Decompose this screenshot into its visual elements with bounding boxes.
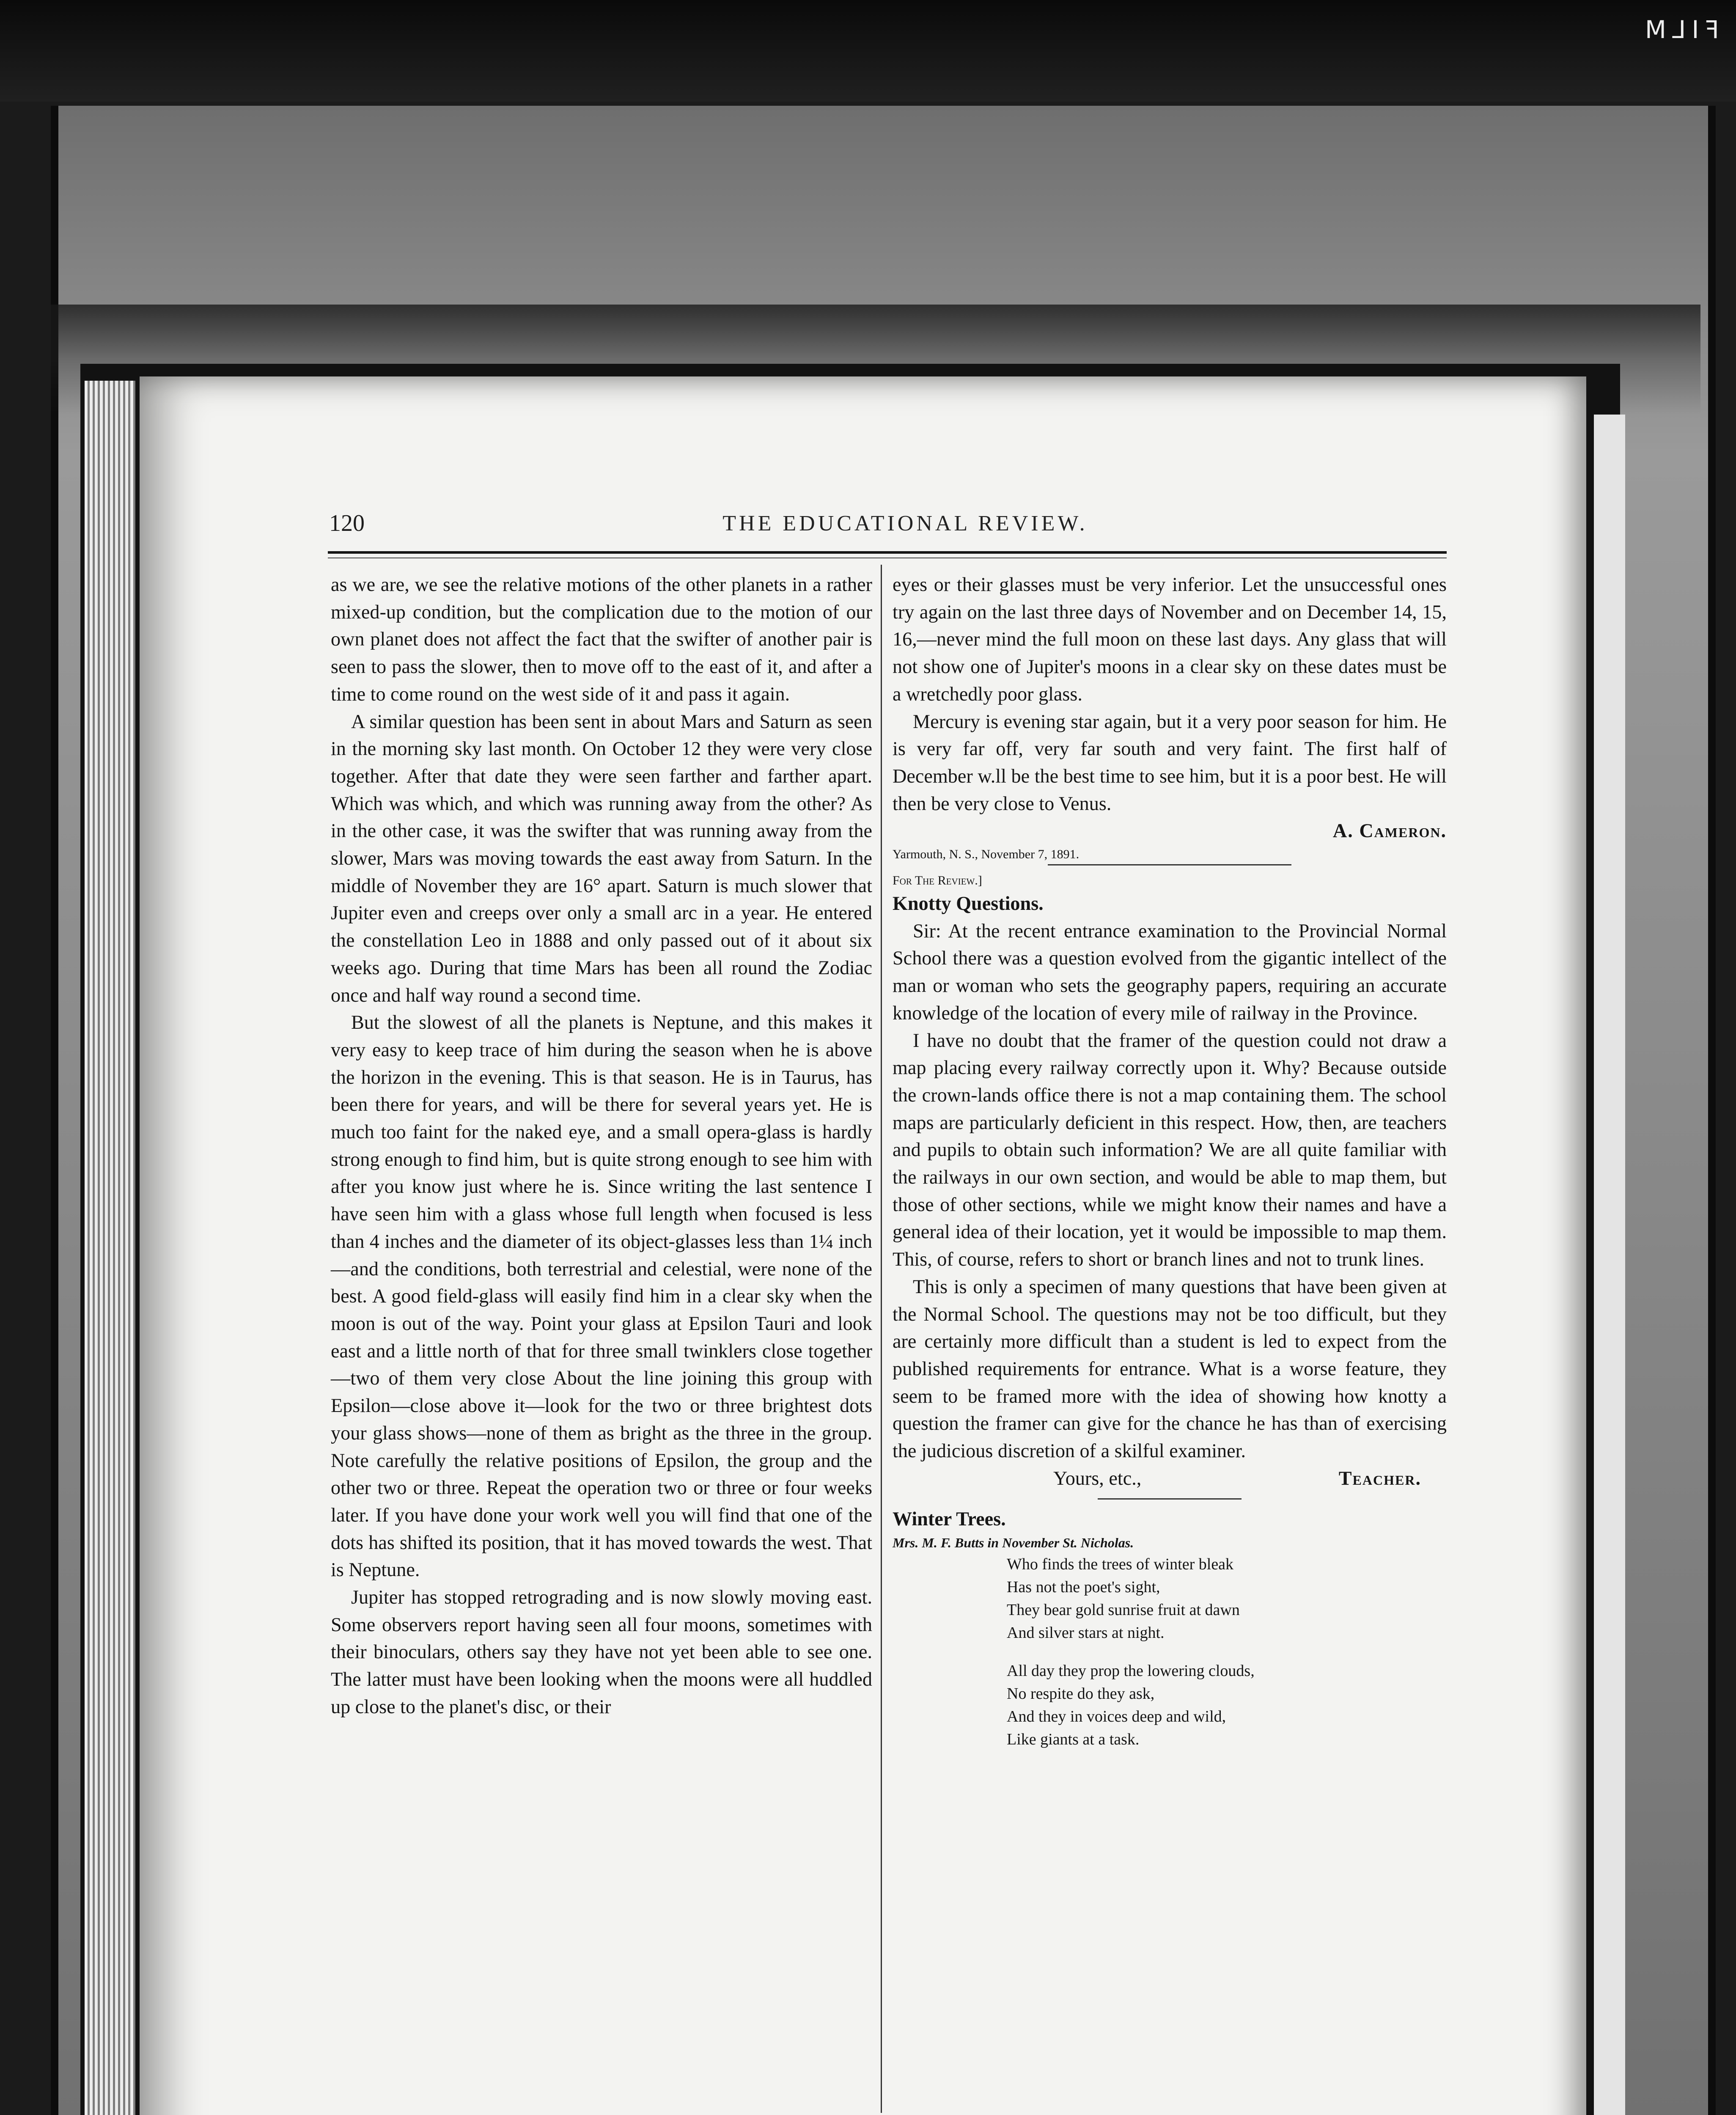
running-head: THE EDUCATIONAL REVIEW.: [722, 511, 1088, 536]
signature: A. Cameron.: [1332, 820, 1447, 842]
poem-line: Like giants at a task.: [1007, 1730, 1140, 1749]
page-edges: [85, 381, 135, 2115]
dateline: Yarmouth, N. S., November 7, 1891.: [893, 847, 1080, 862]
poem-stanza: [1007, 1553, 1447, 1644]
paragraph: Sir: At the recent entrance examination to the Provincial Normal School there was a question evolved from the gigantic intellect of the man or woman who sets the geography papers, requiring an accurate knowledge of the location of every mile of railway in the Province.: [893, 920, 1447, 1024]
poem-title: Winter Trees.: [893, 1508, 1006, 1530]
poem-line: They bear gold sunrise fruit at dawn: [1007, 1601, 1240, 1619]
poem-stanza: [1007, 1659, 1447, 1751]
page-number: 120: [329, 510, 365, 536]
signature: Teacher.: [1338, 1467, 1421, 1489]
paragraph: Jupiter has stopped retrograding and is now slowly moving east. Some observers report having seen all four moons, sometimes with their binoculars, others say they have not yet been able to see one. The latter must have been looking when the moons were all huddled up close to the planet's disc, or their: [331, 1586, 872, 1717]
film-mark: FILM: [1639, 15, 1719, 44]
paragraph: But the slowest of all the planets is Neptune, and this makes it very easy to keep trace of him during the season when he is above the horizon in the evening. This is that season. He is in Taurus, has been there for years, and will be there for several years yet. He is much too faint for the naked eye, and a small opera-glass is hardly strong enough to find him, but is quite strong enough to see him with after you know just where he is. Since writing the last sentence I have seen him with a glass whose full length when focused is less than 4 inches and the diameter of its object-glasses less than 1¼ inch—and the conditions, both terrestrial and celestial, were none of the best. A good field-glass will easily find him in a clear sky when the moon is out of the way. Point your glass at Epsilon Tauri and look east and a little north of that for three small twinklers close together—two of them very close About the line joining this group with Epsilon—close above it—look for the two or three brightest dots your glass shows—none of them as bright as the three in the group. Note carefully the relative positions of Epsilon, the group and the other two or three. Repeat the operation two or three or four weeks later. If you have done your work well you will find that one of the dots has shifted its position, that it has moved towards the west. That is Neptune.: [331, 1011, 872, 1581]
closing: Yours, etc.,: [1053, 1467, 1142, 1489]
paragraph: Mercury is evening star again, but it a very poor season for him. He is very far off, very far south and very faint. The first half of December w.ll be the best time to see him, but it is a poor best. He will then be very close to Venus.: [893, 710, 1447, 814]
closing-line: [893, 1465, 1447, 1492]
left-column: [331, 571, 872, 1721]
section-rule: [1048, 864, 1291, 865]
poem-line: Who finds the trees of winter bleak: [1007, 1555, 1234, 1574]
paragraph: This is only a specimen of many questions that have been given at the Normal School. The questions may not be too difficult, but they are certainly more difficult than a student is led to expect from the published requirements for entrance. What is a worse feature, they seem to be framed more with the idea of showing how knotty a question the framer can give for the chance he has than of exercising the judicious discretion of a skilful examiner.: [893, 1275, 1447, 1462]
right-column: [893, 571, 1447, 1766]
poem-line: And they in voices deep and wild,: [1007, 1708, 1226, 1726]
letter-title: Knotty Questions.: [893, 893, 1044, 915]
facing-page-edge: [1594, 415, 1625, 2115]
signature-line: [893, 817, 1447, 845]
poem-line: Has not the poet's sight,: [1007, 1578, 1160, 1596]
header-rule: [328, 551, 1447, 554]
paragraph: as we are, we see the relative motions of the other planets in a rather mixed-up condition, but the complication due to the motion of our own planet does not affect the fact that the swifter of another pair is seen to pass the slower, then to move off to the east of it, and after a time to come round on the west side of it and pass it again.: [331, 574, 872, 705]
poem-line: And silver stars at night.: [1007, 1624, 1165, 1642]
poem-line: All day they prop the lowering clouds,: [1007, 1662, 1255, 1680]
column-divider: [881, 565, 882, 2113]
poem-line: No respite do they ask,: [1007, 1685, 1155, 1703]
section-rule: [1098, 1498, 1242, 1500]
paragraph: eyes or their glasses must be very inferior. Let the unsuccessful ones try again on the last three days of November and on December 14, 15, 16,—never mind the full moon on these last days. Any glass that will not show one of Jupiter's moons in a clear sky on these dates must be a wretchedly poor glass.: [893, 574, 1447, 705]
source-line: For The Review.]: [893, 873, 982, 888]
film-strip-top: [0, 0, 1736, 102]
paragraph: A similar question has been sent in about Mars and Saturn as seen in the morning sky last month. On October 12 they were very close together. After that date they were seen farther and farther apart. Which was which, and which was running away from the other? As in the other case, it was the swifter that was running away from the slower, Mars was moving towards the east away from Saturn. In the middle of November they are 16° apart. Saturn is much slower that Jupiter even and creeps over only a small arc in a year. He entered the constellation Leo in 1888 and only passed out of it about six weeks ago. During that time Mars has been all round the Zodiac once and half way round a second time.: [331, 710, 872, 1006]
paragraph: I have no doubt that the framer of the question could not draw a map placing every railway correctly upon it. Why? Because outside the crown-lands office there is not a map containing them. The school maps are particularly deficient in this respect. How, then, are teachers and pupils to obtain such information? We are all quite familiar with the railways in our own section, and would be able to map them, but those of other sections, while we might know their names and have a general idea of their location, yet it would be impossible to map them. This, of course, refers to short or branch lines and not to trunk lines.: [893, 1029, 1447, 1270]
poem-attribution: Mrs. M. F. Butts in November St. Nicholas.: [893, 1535, 1134, 1551]
